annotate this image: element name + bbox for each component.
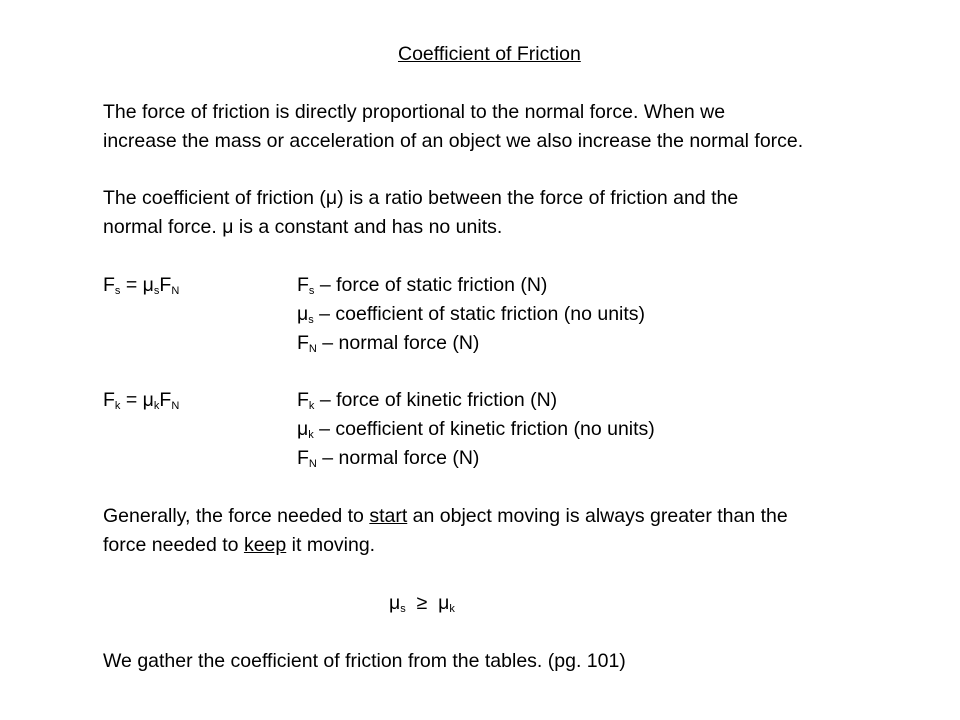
emphasis-keep: keep: [243, 534, 287, 556]
paragraph-line: The coefficient of friction (μ) is a ratio between the force of friction and the: [103, 187, 739, 209]
page-title: Coefficient of Friction: [398, 43, 581, 65]
static-definition-normal: $F_N$ – normal force (N): [297, 332, 480, 355]
paragraph-line: increase the mass or acceleration of an object we also increase the normal force.: [103, 130, 804, 152]
paragraph-line: normal force. μ is a constant and has no units.: [103, 216, 503, 238]
kinetic-definition-coefficient: $\mu_k$ – coefficient of kinetic friction (no units): [297, 418, 655, 441]
static-friction-equation: $F_s = \mu_sF_N$: [103, 274, 180, 297]
kinetic-definition-force: $F_k$ – force of kinetic friction (N): [297, 389, 558, 412]
paragraph-line: We gather the coefficient of friction from the tables. (pg. 101): [103, 650, 626, 672]
kinetic-definition-normal: $F_N$ – normal force (N): [297, 447, 480, 470]
emphasis-start: start: [369, 505, 408, 527]
paragraph-line: force needed to keep it moving.: [103, 534, 376, 556]
kinetic-friction-equation: $F_k = \mu_kF_N$: [103, 389, 180, 412]
paragraph-line: The force of friction is directly proportional to the normal force. When we: [103, 101, 726, 123]
static-definition-coefficient: $\mu_s$ – coefficient of static friction (no units): [297, 303, 646, 326]
static-definition-force: $F_s$ – force of static friction (N): [297, 274, 548, 297]
friction-inequality: $\mu_s \ge \mu_k$: [389, 592, 455, 615]
paragraph-line: Generally, the force needed to start an object moving is always greater than the: [103, 505, 788, 527]
